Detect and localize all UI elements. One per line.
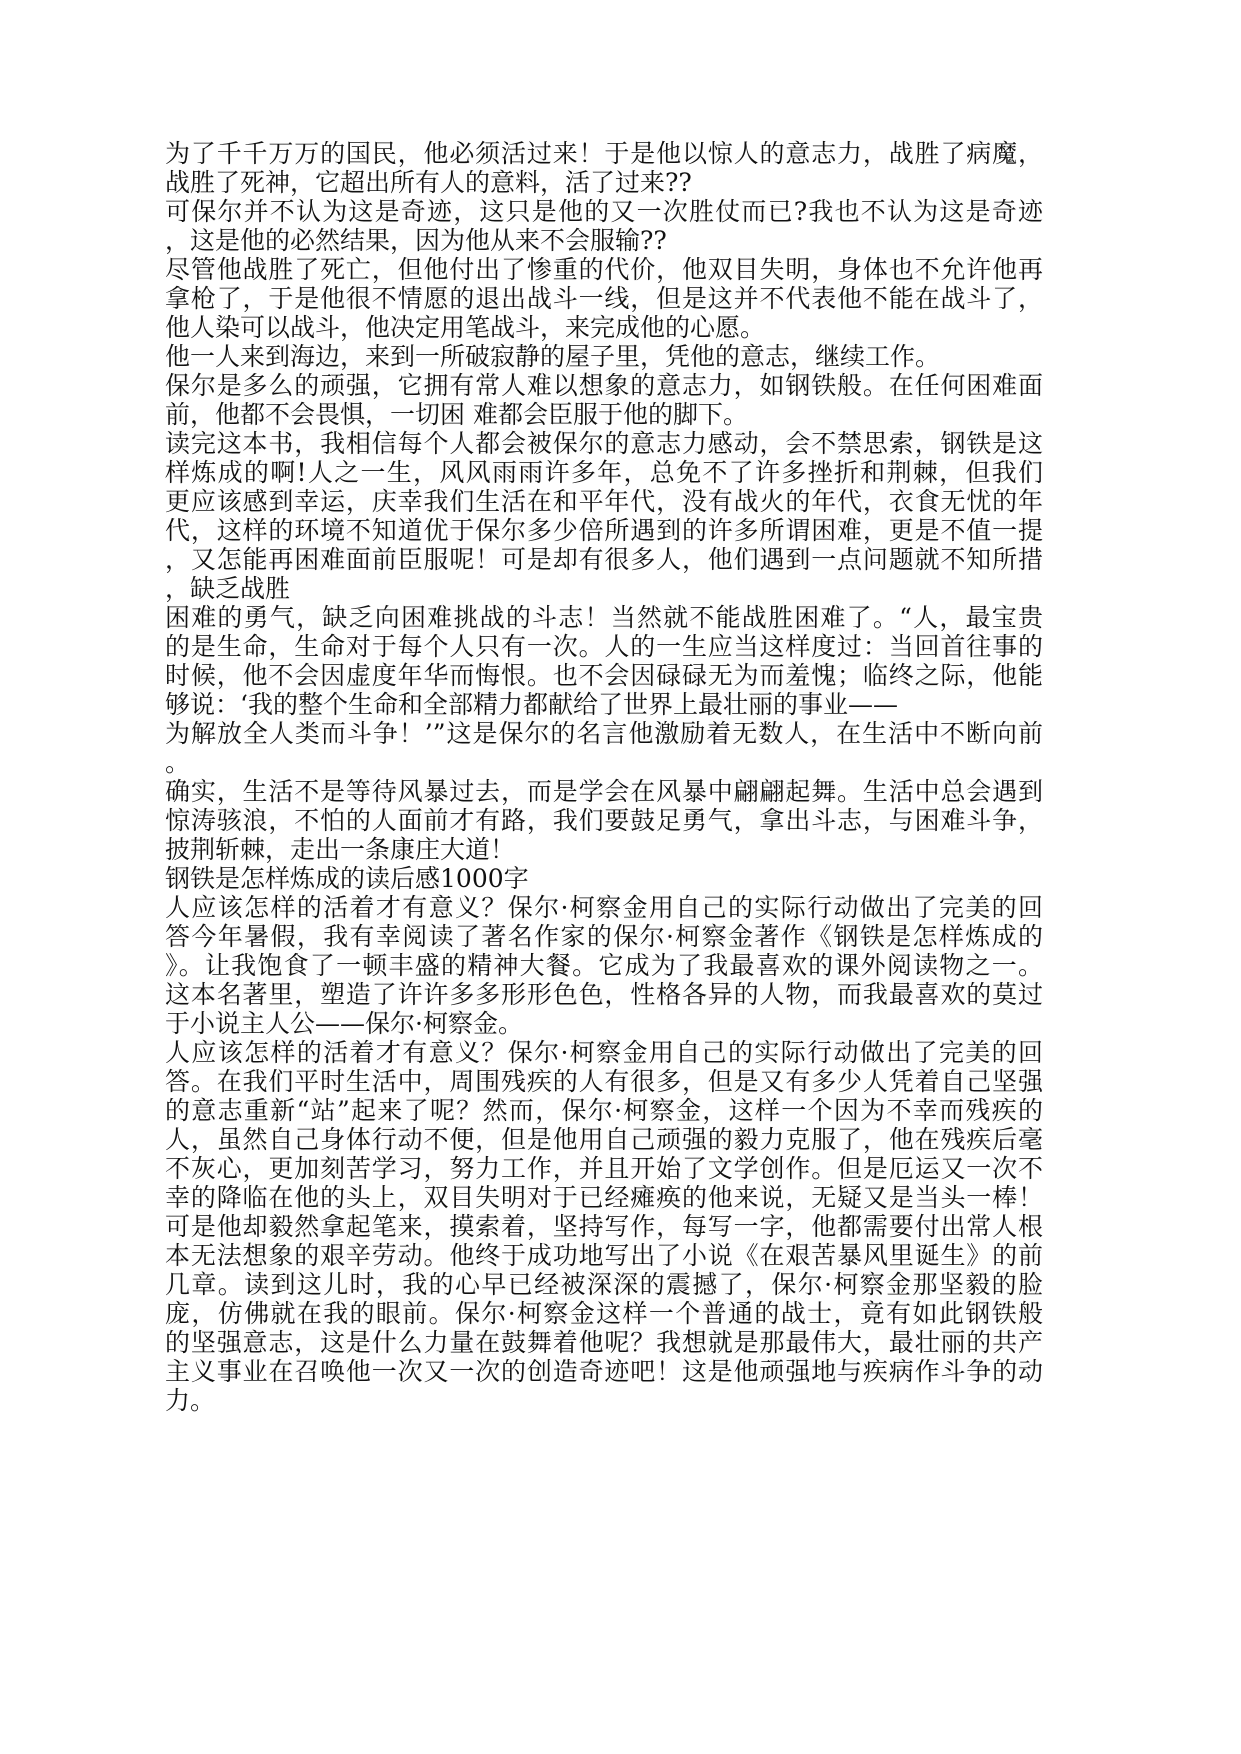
text-line: 更应该感到幸运，庆幸我们生活在和平年代，没有战火的年代，衣食无忧的年 [165,487,1043,516]
text-line: 力。 [165,1386,216,1415]
text-line: ，缺乏战胜 [165,574,291,603]
text-line: 样炼成的啊!人之一生，风风雨雨许多年，总免不了许多挫折和荆棘，但我们 [165,458,1043,487]
text-line: 的意志重新“站”起来了呢？然而，保尔·柯察金，这样一个因为不幸而残疾的 [165,1096,1043,1125]
text-line: 战胜了死神，它超出所有人的意料，活了过来?? [165,168,692,197]
text-line: 前，他都不会畏惧，一切困 难都会臣服于他的脚下。 [165,400,748,429]
text-line: 确实，生活不是等待风暴过去，而是学会在风暴中翩翩起舞。生活中总会遇到 [165,777,1043,806]
text-line: 人应该怎样的活着才有意义？保尔·柯察金用自己的实际行动做出了完美的回 [165,1038,1043,1067]
text-line: 为了千千万万的国民，他必须活过来！于是他以惊人的意志力，战胜了病魔， [165,139,1043,168]
text-line: 答今年暑假，我有幸阅读了著名作家的保尔·柯察金著作《钢铁是怎样炼成的 [165,922,1043,951]
text-line: 于小说主人公——保尔·柯察金。 [165,1009,523,1038]
text-line: 几章。读到这儿时，我的心早已经被深深的震撼了，保尔·柯察金那坚毅的脸 [165,1270,1043,1299]
section-title: 钢铁是怎样炼成的读后感1000字 [165,864,529,893]
text-line: 主义事业在召唤他一次又一次的创造奇迹吧！这是他顽强地与疾病作斗争的动 [165,1357,1043,1386]
text-line: 不灰心，更加刻苦学习，努力工作，并且开始了文学创作。但是厄运又一次不 [165,1154,1043,1183]
text-line: 尽管他战胜了死亡，但他付出了惨重的代价，他双目失明，身体也不允许他再 [165,255,1043,284]
text-line: 惊涛骇浪，不怕的人面前才有路，我们要鼓足勇气，拿出斗志，与困难斗争， [165,806,1043,835]
text-line: 读完这本书，我相信每个人都会被保尔的意志力感动，会不禁思索，钢铁是这 [165,429,1043,458]
text-line: 他人染可以战斗，他决定用笔战斗，来完成他的心愿。 [165,313,766,342]
text-line: 可是他却毅然拿起笔来，摸索着，坚持写作，每写一字，他都需要付出常人根 [165,1212,1043,1241]
text-line: 拿枪了，于是他很不情愿的退出战斗一线，但是这并不代表他不能在战斗了， [165,284,1043,313]
text-line: 这本名著里，塑造了许许多多形形色色，性格各异的人物，而我最喜欢的莫过 [165,980,1043,1009]
text-line: 人，虽然自己身体行动不便，但是他用自己顽强的毅力克服了，他在残疾后毫 [165,1125,1043,1154]
text-line: 代，这样的环境不知道优于保尔多少倍所遇到的许多所谓困难，更是不值一提 [165,516,1043,545]
text-line: 人应该怎样的活着才有意义？保尔·柯察金用自己的实际行动做出了完美的回 [165,893,1043,922]
text-line: 本无法想象的艰辛劳动。他终于成功地写出了小说《在艰苦暴风里诞生》的前 [165,1241,1043,1270]
text-line: 的是生命，生命对于每个人只有一次。人的一生应当这样度过：当回首往事的 [165,632,1043,661]
text-line: 够说：‘我的整个生命和全部精力都献给了世界上最壮丽的事业—— [165,690,898,719]
text-line: 庞，仿佛就在我的眼前。保尔·柯察金这样一个普通的战士，竟有如此钢铁般 [165,1299,1043,1328]
text-line: 为解放全人类而斗争！’”这是保尔的名言他激励着无数人，在生活中不断向前 [165,719,1043,748]
text-line: 可保尔并不认为这是奇迹，这只是他的又一次胜仗而已?我也不认为这是奇迹 [165,197,1043,226]
text-line: 》。让我饱食了一顿丰盛的精神大餐。它成为了我最喜欢的课外阅读物之一。 [165,951,1043,980]
text-line: 幸的降临在他的头上，双目失明对于已经瘫痪的他来说，无疑又是当头一棒！ [165,1183,1043,1212]
text-line: 答。在我们平时生活中，周围残疾的人有很多，但是又有多少人凭着自己坚强 [165,1067,1043,1096]
text-line: ，又怎能再困难面前臣服呢！可是却有很多人，他们遇到一点问题就不知所措 [165,545,1043,574]
text-line: 他一人来到海边，来到一所破寂静的屋子里，凭他的意志，继续工作。 [165,342,941,371]
text-line: 保尔是多么的顽强，它拥有常人难以想象的意志力，如钢铁般。在任何困难面 [165,371,1043,400]
text-line: ，这是他的必然结果，因为他从来不会服输?? [165,226,667,255]
text-line: 披荆斩棘，走出一条康庄大道！ [165,835,516,864]
text-line: 时候，他不会因虚度年华而悔恨。也不会因碌碌无为而羞愧；临终之际，他能 [165,661,1043,690]
text-line: 的坚强意志，这是什么力量在鼓舞着他呢？我想就是那最伟大，最壮丽的共产 [165,1328,1043,1357]
text-line: 。 [165,748,191,777]
text-line: 困难的勇气，缺乏向困难挑战的斗志！当然就不能战胜困难了。“人，最宝贵 [165,603,1043,632]
document-body [165,139,1043,1415]
